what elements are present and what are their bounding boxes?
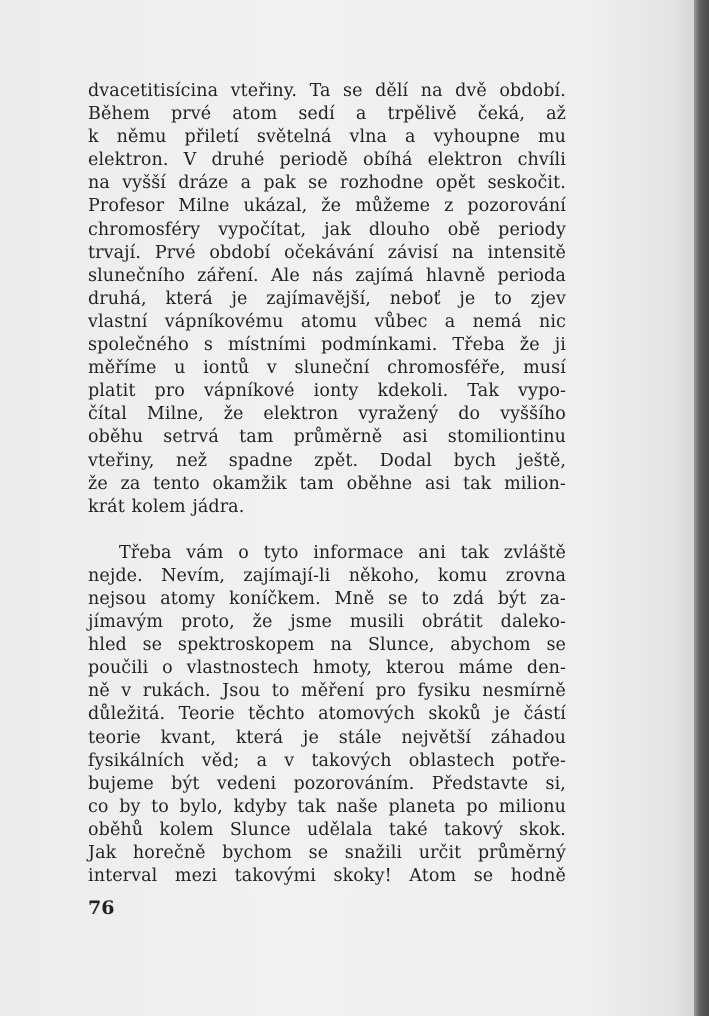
text-line: elektron. V druhé periodě obíhá elektron chvíli (88, 150, 566, 171)
text-line: teorie kvant, která je stále největší záhadou (88, 727, 566, 748)
text-line: čítal Milne, že elektron vyražený do vyššího (88, 404, 566, 425)
body-text (88, 80, 566, 888)
text-line: hled se spektroskopem na Slunce, abychom se (88, 635, 566, 656)
text-line: interval mezi takovými skoky! Atom se hodně (88, 866, 566, 887)
text-line: co by to bylo, kdyby tak naše planeta po milionu (88, 796, 566, 817)
page-number: 76 (88, 897, 115, 919)
text-line: společného s místními podmínkami. Třeba že ji (88, 335, 566, 356)
text-line: platit pro vápníkové ionty kdekoli. Tak vypo- (88, 381, 566, 402)
paragraph (88, 542, 566, 888)
text-line: vlastní vápníkovému atomu vůbec a nemá nic (88, 311, 566, 332)
text-line: Profesor Milne ukázal, že můžeme z pozorování (88, 196, 566, 217)
text-line: Třeba vám o tyto informace ani tak zvláště (119, 542, 566, 563)
text-line: k němu přiletí světelná vlna a vyhoupne mu (88, 127, 566, 148)
text-line: bujeme být vedeni pozorováním. Představte si, (88, 773, 566, 794)
text-line: jímavým proto, že jsme musili obrátit daleko- (88, 612, 566, 633)
paragraph (88, 80, 566, 519)
text-line: fysikálních věd; a v takových oblastech potře- (88, 750, 566, 771)
text-line: na vyšší dráze a pak se rozhodne opět seskočit. (88, 173, 566, 194)
text-line: vteřiny, než spadne zpět. Dodal bych ještě, (88, 450, 566, 471)
text-line: druhá, která je zajímavější, neboť je to zjev (88, 288, 566, 309)
text-line: nejsou atomy koníčkem. Mně se to zdá být za- (88, 588, 566, 609)
text-line: měříme u iontů v sluneční chromosféře, musí (88, 358, 566, 379)
text-line: slunečního záření. Ale nás zajímá hlavně perioda (88, 265, 566, 286)
text-line: chromosféry vypočítat, jak dlouho obě periody (88, 219, 566, 240)
text-line: nejde. Nevím, zajímají-li někoho, komu zrovna (88, 565, 566, 586)
text-line: Během prvé atom sedí a trpělivě čeká, až (88, 104, 566, 125)
text-line: oběhu setrvá tam průměrně asi stomiliontinu (88, 427, 566, 448)
text-line: důležitá. Teorie těchto atomových skoků je částí (88, 704, 566, 725)
page-edge-shadow (694, 0, 709, 1016)
text-line: že za tento okamžik tam oběhne asi tak milion- (88, 473, 566, 494)
text-line: oběhů kolem Slunce udělala také takový skok. (88, 819, 566, 840)
text-line: krát kolem jádra. (88, 496, 245, 517)
text-line: dvacetitisícina vteřiny. Ta se dělí na dvě období. (88, 81, 566, 101)
text-line: poučili o vlastnostech hmoty, kterou máme den- (88, 658, 566, 679)
text-line: trvají. Prvé období očekávání závisí na intensitě (88, 242, 566, 263)
text-line: Jak horečně bychom se snažili určit průměrný (88, 843, 566, 863)
text-line: ně v rukách. Jsou to měření pro fysiku nesmírně (88, 681, 566, 702)
